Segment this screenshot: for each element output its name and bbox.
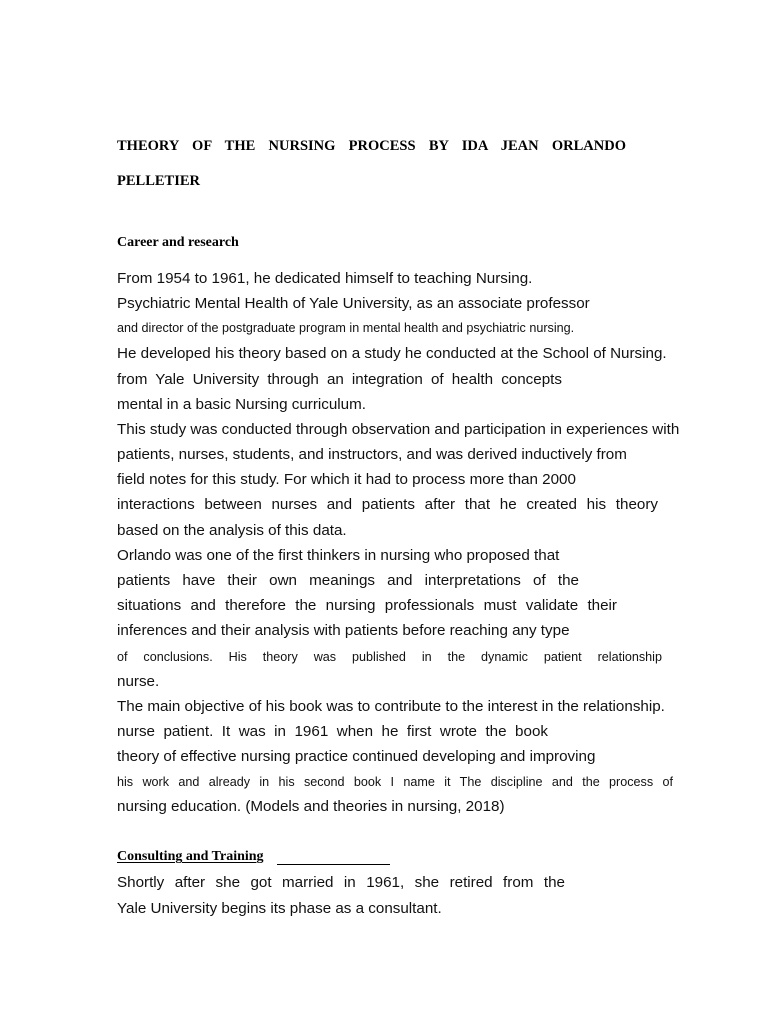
body-line: theory of effective nursing practice continued developing and improving — [117, 748, 596, 765]
body-line: situations and therefore the nursing professionals must validate their — [117, 597, 617, 614]
body-line: patients have their own meanings and interpretations of the — [117, 572, 579, 589]
body-line: interactions between nurses and patients after that he created his theory — [117, 496, 658, 513]
section-heading-consulting — [117, 849, 264, 865]
body-line: Orlando was one of the first thinkers in nursing who proposed that — [117, 547, 560, 564]
section-heading-career: Career and research — [117, 235, 239, 250]
body-line: Psychiatric Mental Health of Yale University, as an associate professor — [117, 295, 590, 312]
body-line: based on the analysis of this data. — [117, 522, 347, 539]
body-line: from Yale University through an integration of health concepts — [117, 371, 562, 388]
body-line: inferences and their analysis with patients before reaching any type — [117, 622, 570, 639]
body-line: of conclusions. His theory was published in the dynamic patient relationship — [117, 650, 662, 664]
body-line: The main objective of his book was to contribute to the interest in the relationship. — [117, 698, 665, 715]
body-line: Yale University begins its phase as a consultant. — [117, 900, 442, 917]
body-line: From 1954 to 1961, he dedicated himself to teaching Nursing. — [117, 270, 533, 287]
body-line: patients, nurses, students, and instructors, and was derived inductively from — [117, 446, 627, 463]
body-line: This study was conducted through observation and participation in experiences with — [117, 421, 680, 438]
document-title-line-1: THEORY OF THE NURSING PROCESS BY IDA JEAN ORLANDO — [117, 138, 626, 154]
body-line: nurse. — [117, 673, 160, 690]
document-title-line-2: PELLETIER — [117, 173, 200, 189]
body-line: and director of the postgraduate program in mental health and psychiatric nursing. — [117, 321, 575, 335]
section-heading-consulting-text: Consulting and Training — [117, 849, 264, 864]
body-line: He developed his theory based on a study he conducted at the School of Nursing. — [117, 345, 667, 362]
body-line: field notes for this study. For which it had to process more than 2000 — [117, 471, 576, 488]
heading-underline-rule — [277, 864, 390, 865]
body-line: Shortly after she got married in 1961, she retired from the — [117, 874, 565, 891]
body-line: nursing education. (Models and theories in nursing, 2018) — [117, 798, 505, 815]
body-line: his work and already in his second book I name it The discipline and the process of — [117, 775, 673, 789]
body-line: nurse patient. It was in 1961 when he first wrote the book — [117, 723, 548, 740]
body-line: mental in a basic Nursing curriculum. — [117, 396, 366, 413]
